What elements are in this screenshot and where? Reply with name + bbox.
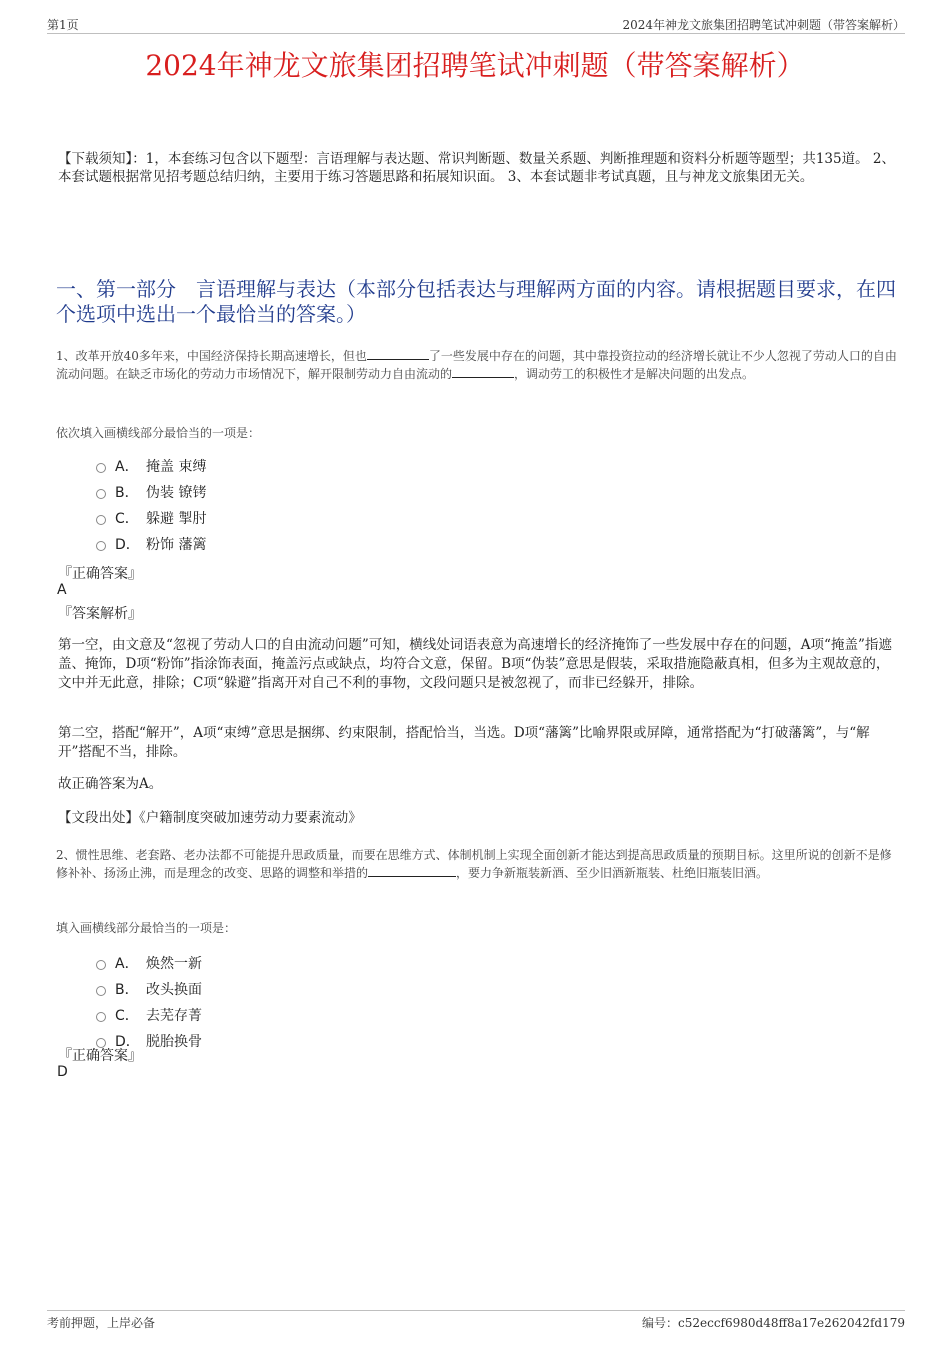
radio-icon[interactable] — [96, 1012, 106, 1022]
option-text: 改头换面 — [146, 982, 202, 998]
q1-option-d[interactable] — [96, 534, 206, 554]
analysis-label: 『答案解析』 — [58, 606, 142, 622]
answer-label: 『正确答案』 — [58, 566, 142, 582]
option-text: 脱胎换骨 — [146, 1034, 202, 1050]
option-letter: B． — [115, 982, 139, 998]
fill-blank — [367, 347, 429, 360]
option-text: 掩盖 束缚 — [146, 459, 207, 475]
q1-text-part-c: ，调动劳工的积极性才是解决问题的出发点。 — [514, 367, 755, 381]
question-1-text — [56, 347, 902, 383]
analysis-paragraph-1: 第一空，由文意及“忽视了劳动人口的自由流动问题”可知，横线处词语表意为高速增长的经济掩饰了一些发展中存在的问题，A项“掩盖”指遮盖、掩饰，D项“粉饰”指涂饰表面，掩盖污点或缺点，均符合文意，保留。B项“伪装”意思是假装，采取措施隐蔽真相，但多为主观故意的，文中并无此意，排除；C项“躲避”指离开对自己不利的事物，文段问题只是被忽视了，而非已经躲开，排除。 — [58, 637, 892, 691]
q1-option-a[interactable] — [96, 456, 206, 476]
section-heading: 一、第一部分 言语理解与表达（本部分包括表达与理解两方面的内容。请根据题目要求，在四个选项中选出一个最恰当的答案。） — [56, 277, 896, 326]
option-letter: C． — [115, 511, 139, 527]
option-text: 焕然一新 — [146, 956, 202, 972]
q2-option-b[interactable] — [96, 979, 202, 999]
option-text: 粉饰 藩篱 — [146, 537, 207, 553]
option-letter: D． — [115, 537, 140, 553]
option-letter: B． — [115, 485, 139, 501]
radio-icon[interactable] — [96, 541, 106, 551]
radio-icon[interactable] — [96, 463, 106, 473]
q1-option-b[interactable] — [96, 482, 206, 502]
download-notice: 【下载须知】：1，本套练习包含以下题型：言语理解与表达题、常识判断题、数量关系题、判断推理题和资料分析题等题型；共135道。 2、本套试题根据常见招考题总结归纳，主要用于练习答题思路和拓展知识面。 3、本套试题非考试真题，且与神龙文旅集团无关。 — [58, 151, 895, 185]
header-divider — [47, 33, 905, 34]
q2-text-part-b: ，要力争新瓶装新酒、至少旧酒新瓶装、杜绝旧瓶装旧酒。 — [456, 866, 769, 880]
question-2-instruction: 填入画横线部分最恰当的一项是： — [56, 921, 237, 935]
footer-slogan: 考前押题，上岸必备 — [47, 1316, 156, 1330]
option-text: 伪装 镣铐 — [146, 485, 207, 501]
q1-text-part-a: 1、改革开放40多年来，中国经济保持长期高速增长，但也 — [56, 349, 367, 363]
document-id: 编号：c52eccf6980d48ff8a17e262042fd179 — [642, 1316, 905, 1330]
answer-value: D — [57, 1064, 68, 1080]
option-text: 去芜存菁 — [146, 1008, 202, 1024]
analysis-paragraph-2: 第二空，搭配“解开”，A项“束缚”意思是捆绑、约束限制，搭配恰当，当选。D项“藩篱”比喻界限或屏障，通常搭配为“打破藩篱”，与“解开”搭配不当，排除。 — [58, 725, 870, 760]
answer-value: A — [57, 582, 67, 598]
header-doc-title: 2024年神龙文旅集团招聘笔试冲刺题（带答案解析） — [622, 18, 905, 32]
question-1-instruction: 依次填入画横线部分最恰当的一项是： — [56, 426, 261, 440]
source-citation: 【文段出处】《户籍制度突破加速劳动力要素流动》 — [58, 810, 362, 826]
radio-icon[interactable] — [96, 960, 106, 970]
option-text: 躲避 掣肘 — [146, 511, 207, 527]
fill-blank — [368, 864, 456, 877]
radio-icon[interactable] — [96, 515, 106, 525]
fill-blank — [452, 365, 514, 378]
q2-option-a[interactable] — [96, 953, 202, 973]
q1-text-part-b: 了一些发展中存在的问题，其中靠投资拉动的经济增长就让不少人忽视了劳动人口的自由流动问题。在缺乏市场化的劳动力市场情况下，解开限制劳动力自由流动的 — [56, 349, 897, 381]
page-title: 2024年神龙文旅集团招聘笔试冲刺题（带答案解析） — [145, 49, 805, 82]
option-letter: A． — [115, 956, 139, 972]
option-letter: C． — [115, 1008, 139, 1024]
page-number: 第1页 — [47, 18, 79, 32]
option-letter: D． — [115, 1034, 140, 1050]
footer-divider — [47, 1310, 905, 1311]
answer-label: 『正确答案』 — [58, 1048, 142, 1064]
q2-text-part-a: 2、惯性思维、老套路、老办法都不可能提升思政质量，而要在思维方式、体制机制上实现全面创新才能达到提高思政质量的预期目标。这里所说的创新不是修修补补、扬汤止沸，而是理念的改变、思路的调整和举措的 — [56, 848, 892, 880]
radio-icon[interactable] — [96, 489, 106, 499]
radio-icon[interactable] — [96, 986, 106, 996]
question-2-text — [56, 846, 902, 882]
analysis-conclusion: 故正确答案为A。 — [58, 776, 163, 792]
option-letter: A． — [115, 459, 139, 475]
q1-option-c[interactable] — [96, 508, 206, 528]
q2-option-c[interactable] — [96, 1005, 202, 1025]
